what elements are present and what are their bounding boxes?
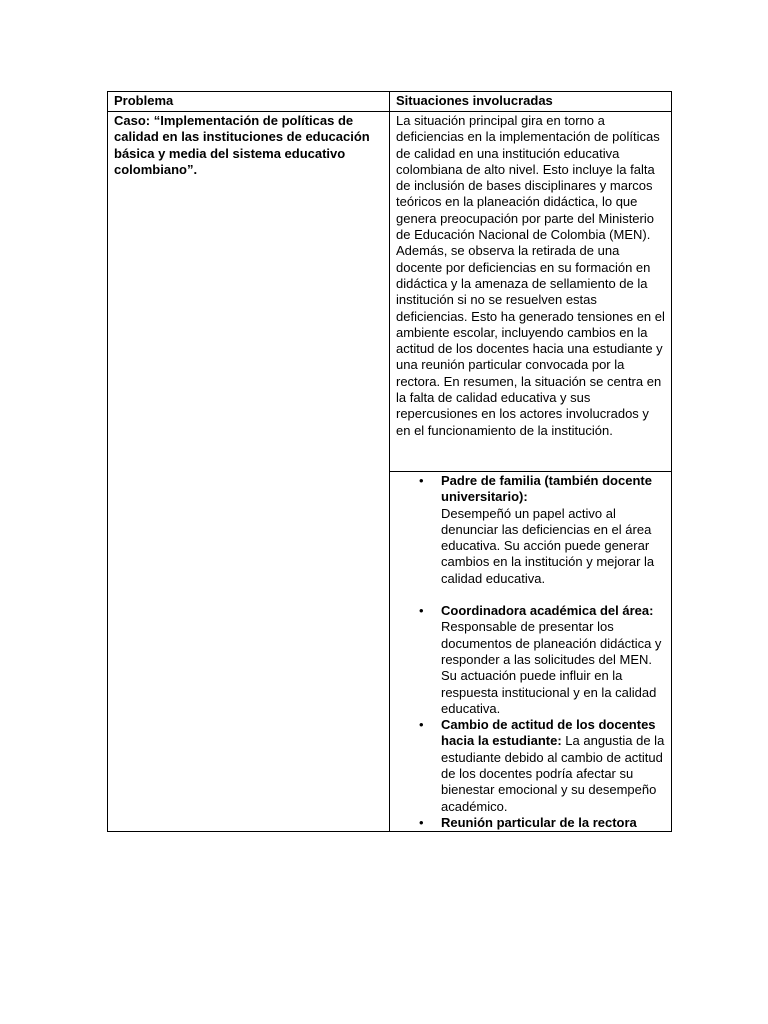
case-title: Caso: “Implementación de políticas de calidad en las instituciones de educación básica y media del sistema educativo colombiano”.	[108, 112, 390, 832]
analysis-table	[107, 91, 672, 832]
actor-list	[396, 473, 665, 831]
actor-name: Reunión particular de la rectora	[441, 814, 637, 830]
actor-name: Cambio de actitud de los docentes hacia la estudiante:	[441, 717, 656, 749]
actor-name: Coordinadora académica del área:	[441, 603, 654, 619]
table-header-row	[108, 92, 672, 112]
actor-name: Padre de familia (también docente universitario):	[441, 472, 652, 505]
header-situations: Situaciones involucradas	[390, 92, 672, 112]
actors-cell	[390, 471, 672, 831]
list-item	[441, 473, 665, 603]
list-item	[441, 815, 665, 831]
header-problem: Problema	[108, 92, 390, 112]
list-item	[441, 603, 665, 717]
table-row	[108, 112, 672, 472]
situation-description: La situación principal gira en torno a deficiencias en la implementación de políticas de calidad en una institución educativa colombiana de alto nivel. Esto incluye la falta de inclusión de bases disciplinares y marcos teóricos en la planeación didáctica, lo que genera preocupación por parte del Ministerio de Educación Nacional de Colombia (MEN). Además, se observa la retirada de una docente por deficiencias en su formación en didáctica y la amenaza de sellamiento de la institución si no se resuelven estas deficiencias. Esto ha generado tensiones en el ambiente escolar, incluyendo cambios en la actitud de los docentes hacia una estudiante y una reunión particular convocada por la rectora. En resumen, la situación se centra en la falta de calidad educativa y sus repercusiones en los actores involucrados y en el funcionamiento de la institución.	[390, 112, 672, 472]
actor-description: Desempeñó un papel activo al denunciar las deficiencias en el área educativa. Su acción puede generar cambios en la institución y mejorar la calidad educativa.	[441, 505, 655, 586]
actor-description: La angustia de la estudiante debido al cambio de actitud de los docentes podría afectar su bienestar emocional y su desempeño académico.	[441, 733, 665, 814]
actor-description: Responsable de presentar los documentos de planeación didáctica y responder a las solicitudes del MEN. Su actuación puede influir en la respuesta institucional y en la calidad educativa.	[441, 619, 662, 716]
list-item	[441, 717, 665, 815]
